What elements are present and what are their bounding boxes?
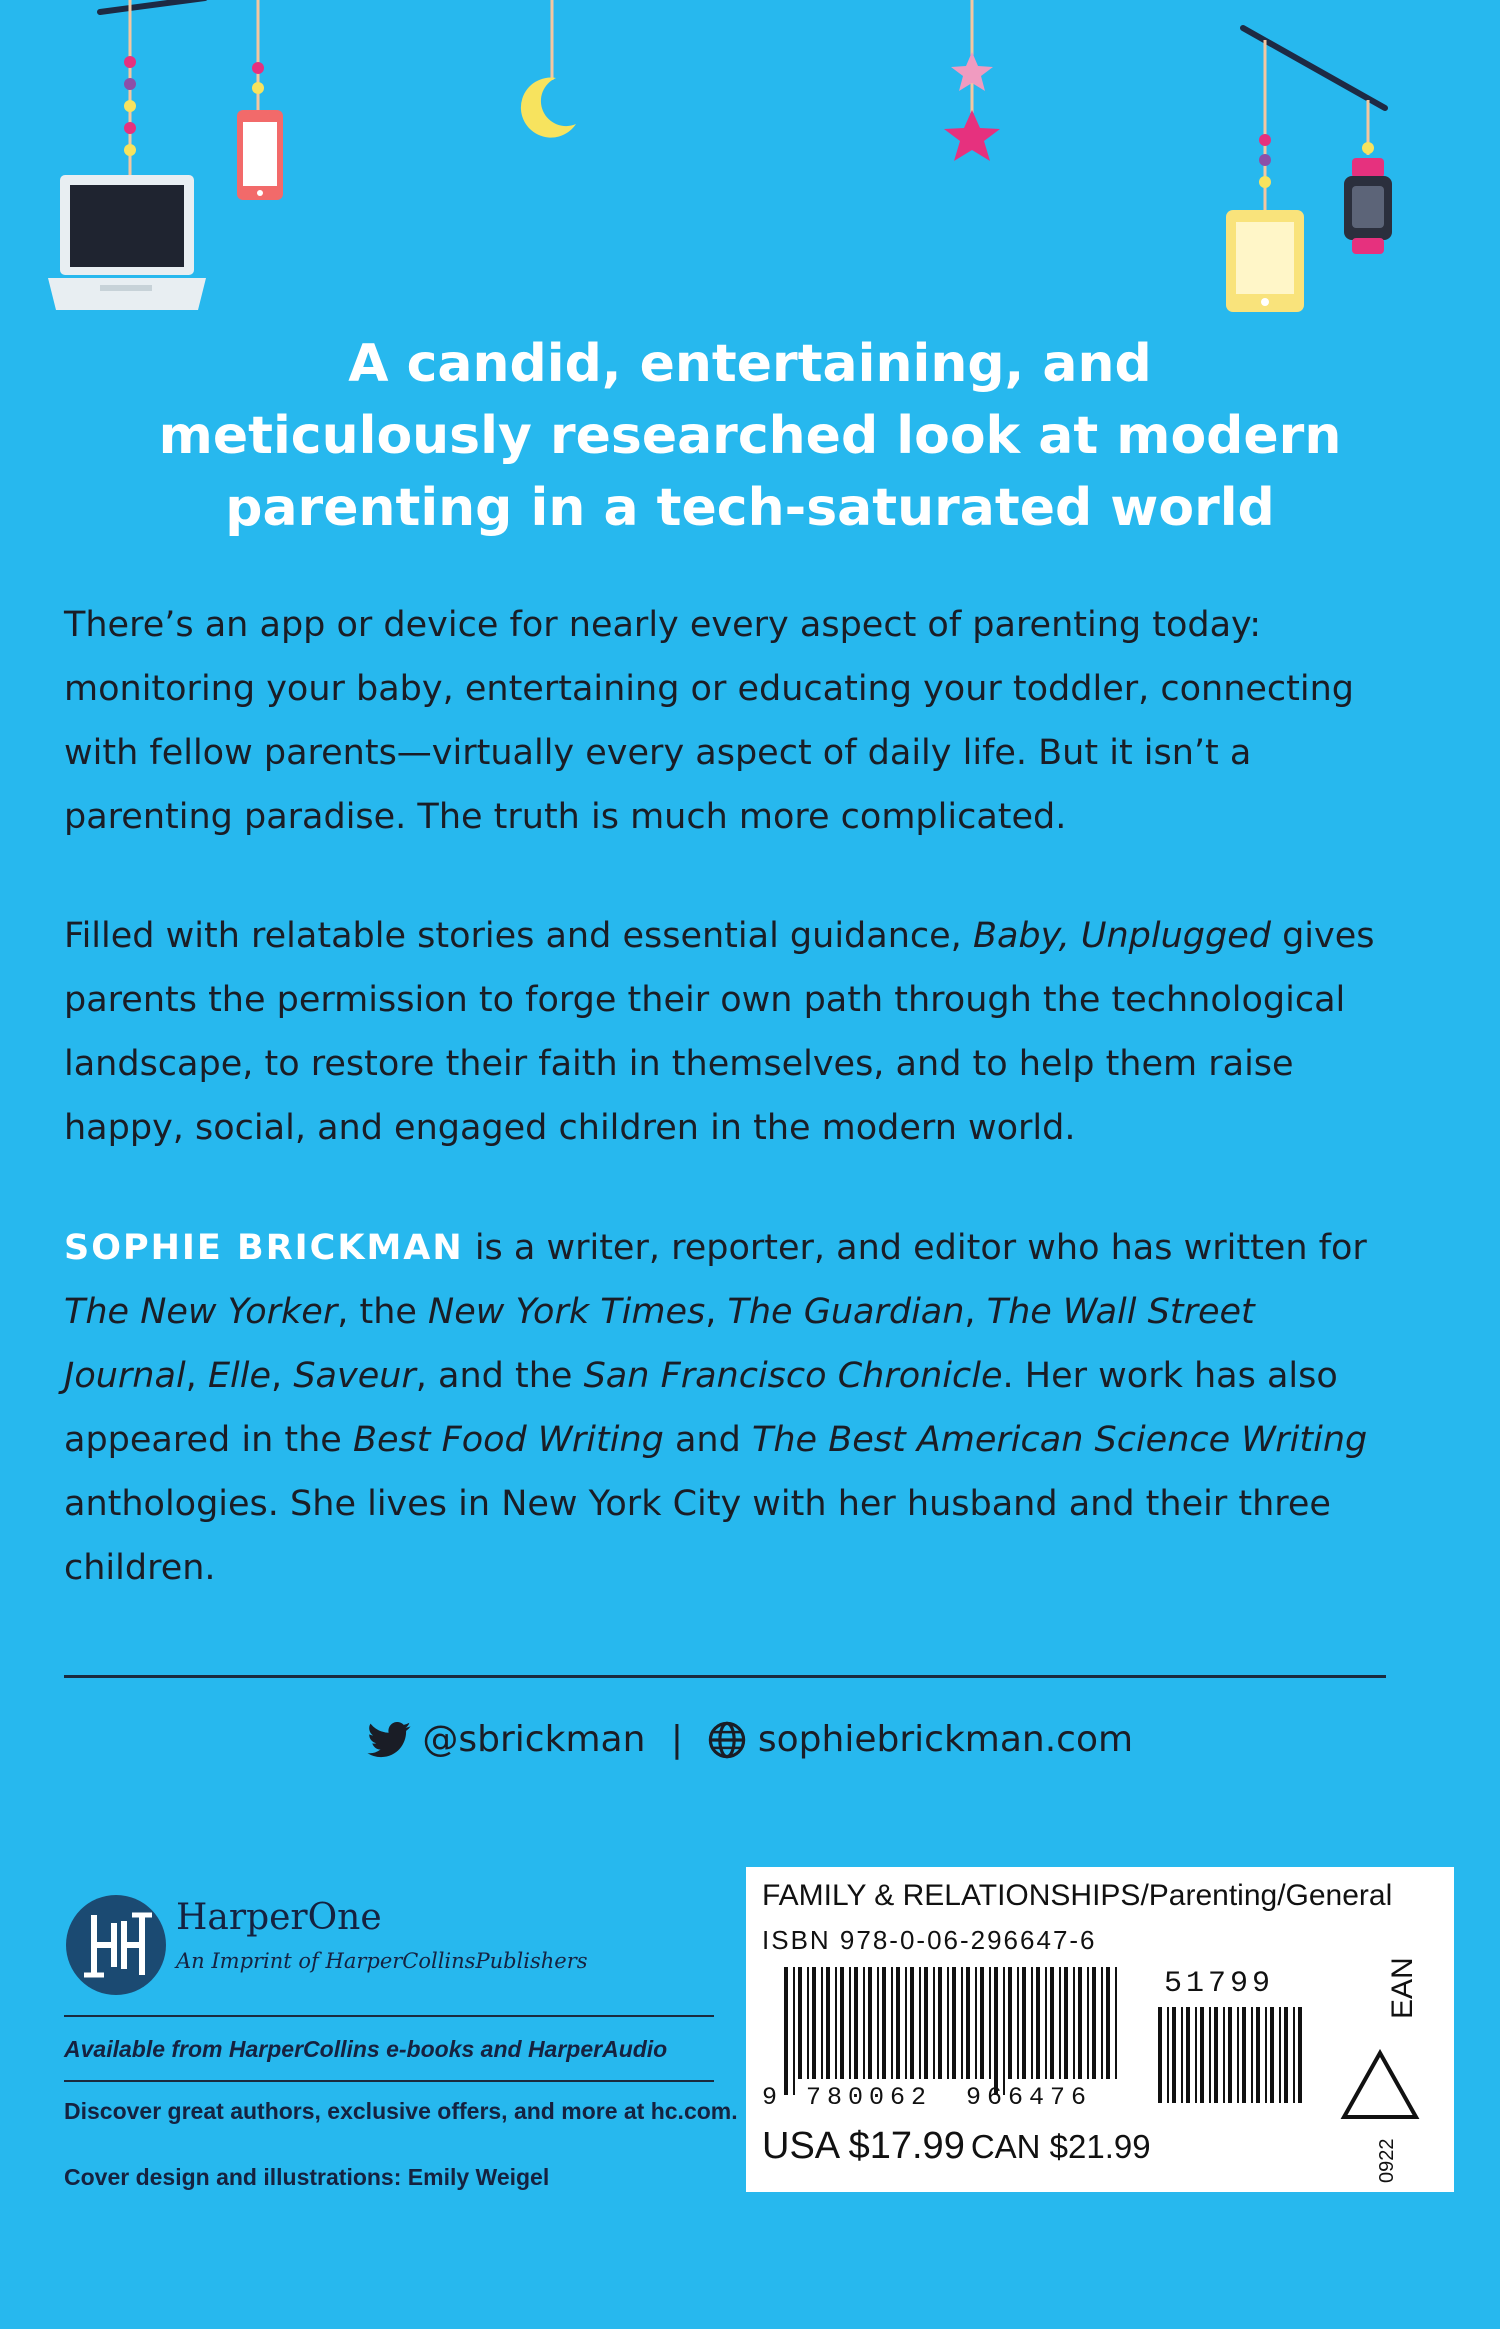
barcode-bar: [1256, 2007, 1260, 2103]
social-links: [0, 1712, 1500, 1767]
publisher-block: [64, 1893, 704, 2003]
publisher-imprint: An Imprint of HarperCollinsPublishers: [176, 1949, 588, 1973]
barcode-bar: [1279, 2007, 1281, 2103]
triangle-icon: [1340, 2049, 1420, 2121]
footer-discover: Discover great authors, exclusive offers, and more at hc.com.: [64, 2098, 738, 2124]
barcode-bar: [1022, 1967, 1026, 2079]
barcode-bar: [877, 1967, 879, 2079]
bio-text: , and the: [415, 1356, 584, 1396]
barcode-bar: [989, 1967, 991, 2079]
book-title: Baby, Unplugged: [972, 916, 1271, 956]
barcode-bar: [1073, 1967, 1075, 2079]
barcode-bar: [910, 1967, 914, 2079]
barcode-bar: [793, 1967, 795, 2095]
twitter-handle[interactable]: @sbrickman: [422, 1719, 646, 1760]
barcode-bar: [1237, 2007, 1239, 2103]
barcode-bar: [821, 1967, 823, 2079]
bio-text: ,: [185, 1356, 208, 1396]
barcode-bar: [905, 1967, 907, 2079]
footer-divider: [64, 2080, 714, 2082]
footer-divider: [64, 2015, 714, 2017]
barcode-bar: [1195, 2007, 1197, 2103]
barcode-bar: [1209, 2007, 1211, 2103]
barcode-bar: [1045, 1967, 1047, 2079]
footer-availability: Available from HarperCollins e-books and HarperAudio: [64, 2036, 668, 2062]
description-paragraph-1: [64, 593, 1394, 849]
tagline: [60, 328, 1440, 544]
bio-text: ,: [964, 1292, 987, 1332]
barcode-bar: [854, 1967, 858, 2079]
bio-text: ,: [271, 1356, 294, 1396]
price-can: CAN $21.99: [970, 2128, 1151, 2165]
bio-text: is a writer, reporter, and editor who has written for: [463, 1228, 1367, 1268]
barcode-bar: [994, 1967, 998, 2095]
bio-text: , the: [337, 1292, 429, 1332]
barcode-bar: [826, 1967, 830, 2079]
barcode-bar: [980, 1967, 984, 2079]
barcode-bar: [1158, 2007, 1162, 2103]
star-icon: [944, 0, 1000, 161]
publication-name: Saveur: [293, 1356, 416, 1396]
description-paragraph-2: [64, 904, 1394, 1160]
barcode-bar: [1101, 1967, 1103, 2079]
publication-name: San Francisco Chronicle: [583, 1356, 1003, 1396]
supplement-barcode: [1156, 2007, 1306, 2107]
barcode-bar: [812, 1967, 816, 2079]
barcode-bar: [1167, 2007, 1169, 2103]
barcode-bar: [1223, 2007, 1225, 2103]
barcode-bar: [1036, 1967, 1040, 2079]
paragraph-2-rest: gives parents the permission to forge their own path through the technological landscape, to restore their faith in themselves, and to help them raise happy, social, and engaged children in the modern world.: [64, 916, 1375, 1148]
barcode-bar: [966, 1967, 970, 2079]
barcode-bar: [835, 1967, 837, 2079]
publication-name: The Wall Street Journal: [64, 1292, 1255, 1396]
price: [762, 2125, 1151, 2168]
barcode-bar: [1284, 2007, 1288, 2103]
barcode-bar: [1087, 1967, 1089, 2079]
barcode-bar: [1003, 1967, 1005, 2095]
barcode-bar: [1298, 2007, 1302, 2103]
globe-icon: [708, 1721, 746, 1759]
barcode-bar: [1265, 2007, 1267, 2103]
barcode-bar: [1270, 2007, 1274, 2103]
barcode-bar: [1181, 2007, 1183, 2103]
publication-name: Elle: [207, 1356, 272, 1396]
barcode-bar: [1200, 2007, 1204, 2103]
footer-credits: Cover design and illustrations: Emily Weigel: [64, 2164, 550, 2190]
barcode-bar: [807, 1967, 809, 2079]
barcode-bar: [1293, 2007, 1295, 2103]
barcode-bar: [947, 1967, 949, 2079]
publication-name: The Best American Science Writing: [751, 1420, 1368, 1460]
barcode-bar: [1092, 1967, 1096, 2079]
barcode-bar: [952, 1967, 956, 2079]
barcode-bar: [924, 1967, 928, 2079]
moon-icon: [521, 0, 576, 138]
barcode-label: [746, 1867, 1454, 2192]
watch-icon: [1344, 100, 1392, 254]
barcode-bar: [1106, 1967, 1110, 2079]
bio-text: . Her work has also appeared in the: [64, 1356, 1338, 1460]
website-link[interactable]: sophiebrickman.com: [757, 1719, 1134, 1760]
tagline-line-2: meticulously researched look at modern: [158, 406, 1342, 466]
ean-label: EAN: [1386, 1957, 1419, 2019]
barcode-bar: [1242, 2007, 1246, 2103]
barcode-bar: [975, 1967, 977, 2079]
publication-name: The Guardian: [727, 1292, 965, 1332]
barcode-bar: [840, 1967, 844, 2079]
barcode-bar: [919, 1967, 921, 2079]
harperone-logo-icon: [64, 1893, 168, 1997]
bisac-category: FAMILY & RELATIONSHIPS/Parenting/General: [762, 1879, 1393, 1912]
separator: |: [670, 1719, 683, 1760]
barcode-bar: [868, 1967, 872, 2079]
barcode-digits-left: 780062: [806, 2083, 933, 2112]
laptop-icon: [48, 0, 206, 310]
barcode-digit-first: 9: [762, 2083, 778, 2112]
tagline-line-3: parenting in a tech-saturated world: [225, 478, 1275, 538]
paragraph-2-intro: Filled with relatable stories and essential guidance,: [64, 916, 973, 956]
bio-text: and: [663, 1420, 752, 1460]
bio-text: ,: [705, 1292, 728, 1332]
barcode-bar: [1031, 1967, 1033, 2079]
barcode-bar: [961, 1967, 963, 2079]
print-code: 0922: [1376, 2138, 1398, 2183]
barcode-bar: [938, 1967, 942, 2079]
price-supplement-digits: 51799: [1164, 1967, 1275, 2001]
barcode-bar: [1115, 1967, 1117, 2079]
barcode-bar: [1078, 1967, 1082, 2079]
barcode-bar: [891, 1967, 893, 2079]
barcode-bar: [1050, 1967, 1054, 2079]
paragraph-1-text: There’s an app or device for nearly every aspect of parenting today: monitoring your baby, entertaining or educating your toddler, connecting with fellow parents—virtually every aspect of daily life. But it isn’t a parenting paradise. The truth is much more complicated.: [64, 605, 1355, 837]
barcode-bar: [1214, 2007, 1218, 2103]
barcode-bar: [1064, 1967, 1068, 2079]
barcode-digits-right: 966476: [966, 2083, 1093, 2112]
tech-mobile-illustration: [0, 0, 1500, 330]
author-bio: [64, 1216, 1394, 1600]
divider: [64, 1675, 1386, 1678]
barcode-bar: [1172, 2007, 1176, 2103]
isbn: ISBN 978-0-06-296647-6: [762, 1925, 1097, 1955]
barcode-bar: [1228, 2007, 1232, 2103]
tablet-icon: [1226, 40, 1304, 312]
barcode-bar: [784, 1967, 788, 2095]
author-name: SOPHIE BRICKMAN: [64, 1228, 464, 1268]
price-usa: USA $17.99: [762, 2125, 965, 2167]
publisher-name: HarperOne: [176, 1897, 382, 1938]
publication-name: The New Yorker: [64, 1292, 338, 1332]
barcode-bar: [1017, 1967, 1019, 2079]
barcode-bar: [1008, 1967, 1012, 2079]
barcode-bar: [1186, 2007, 1190, 2103]
publication-name: Best Food Writing: [352, 1420, 664, 1460]
tagline-line-1: A candid, entertaining, and: [348, 334, 1152, 394]
barcode-bar: [882, 1967, 886, 2079]
barcode-bar: [933, 1967, 935, 2079]
barcode-bar: [849, 1967, 851, 2079]
barcode-bar: [896, 1967, 900, 2079]
barcode-bar: [798, 1967, 802, 2079]
phone-icon: [237, 0, 283, 200]
barcode-bar: [863, 1967, 865, 2079]
barcode-bar: [1251, 2007, 1253, 2103]
twitter-icon: [367, 1722, 411, 1758]
publication-name: New York Times: [428, 1292, 706, 1332]
barcode-bar: [1059, 1967, 1061, 2079]
bio-text: anthologies. She lives in New York City with her husband and their three children.: [64, 1484, 1331, 1588]
ean-barcode: [782, 1967, 1122, 2097]
